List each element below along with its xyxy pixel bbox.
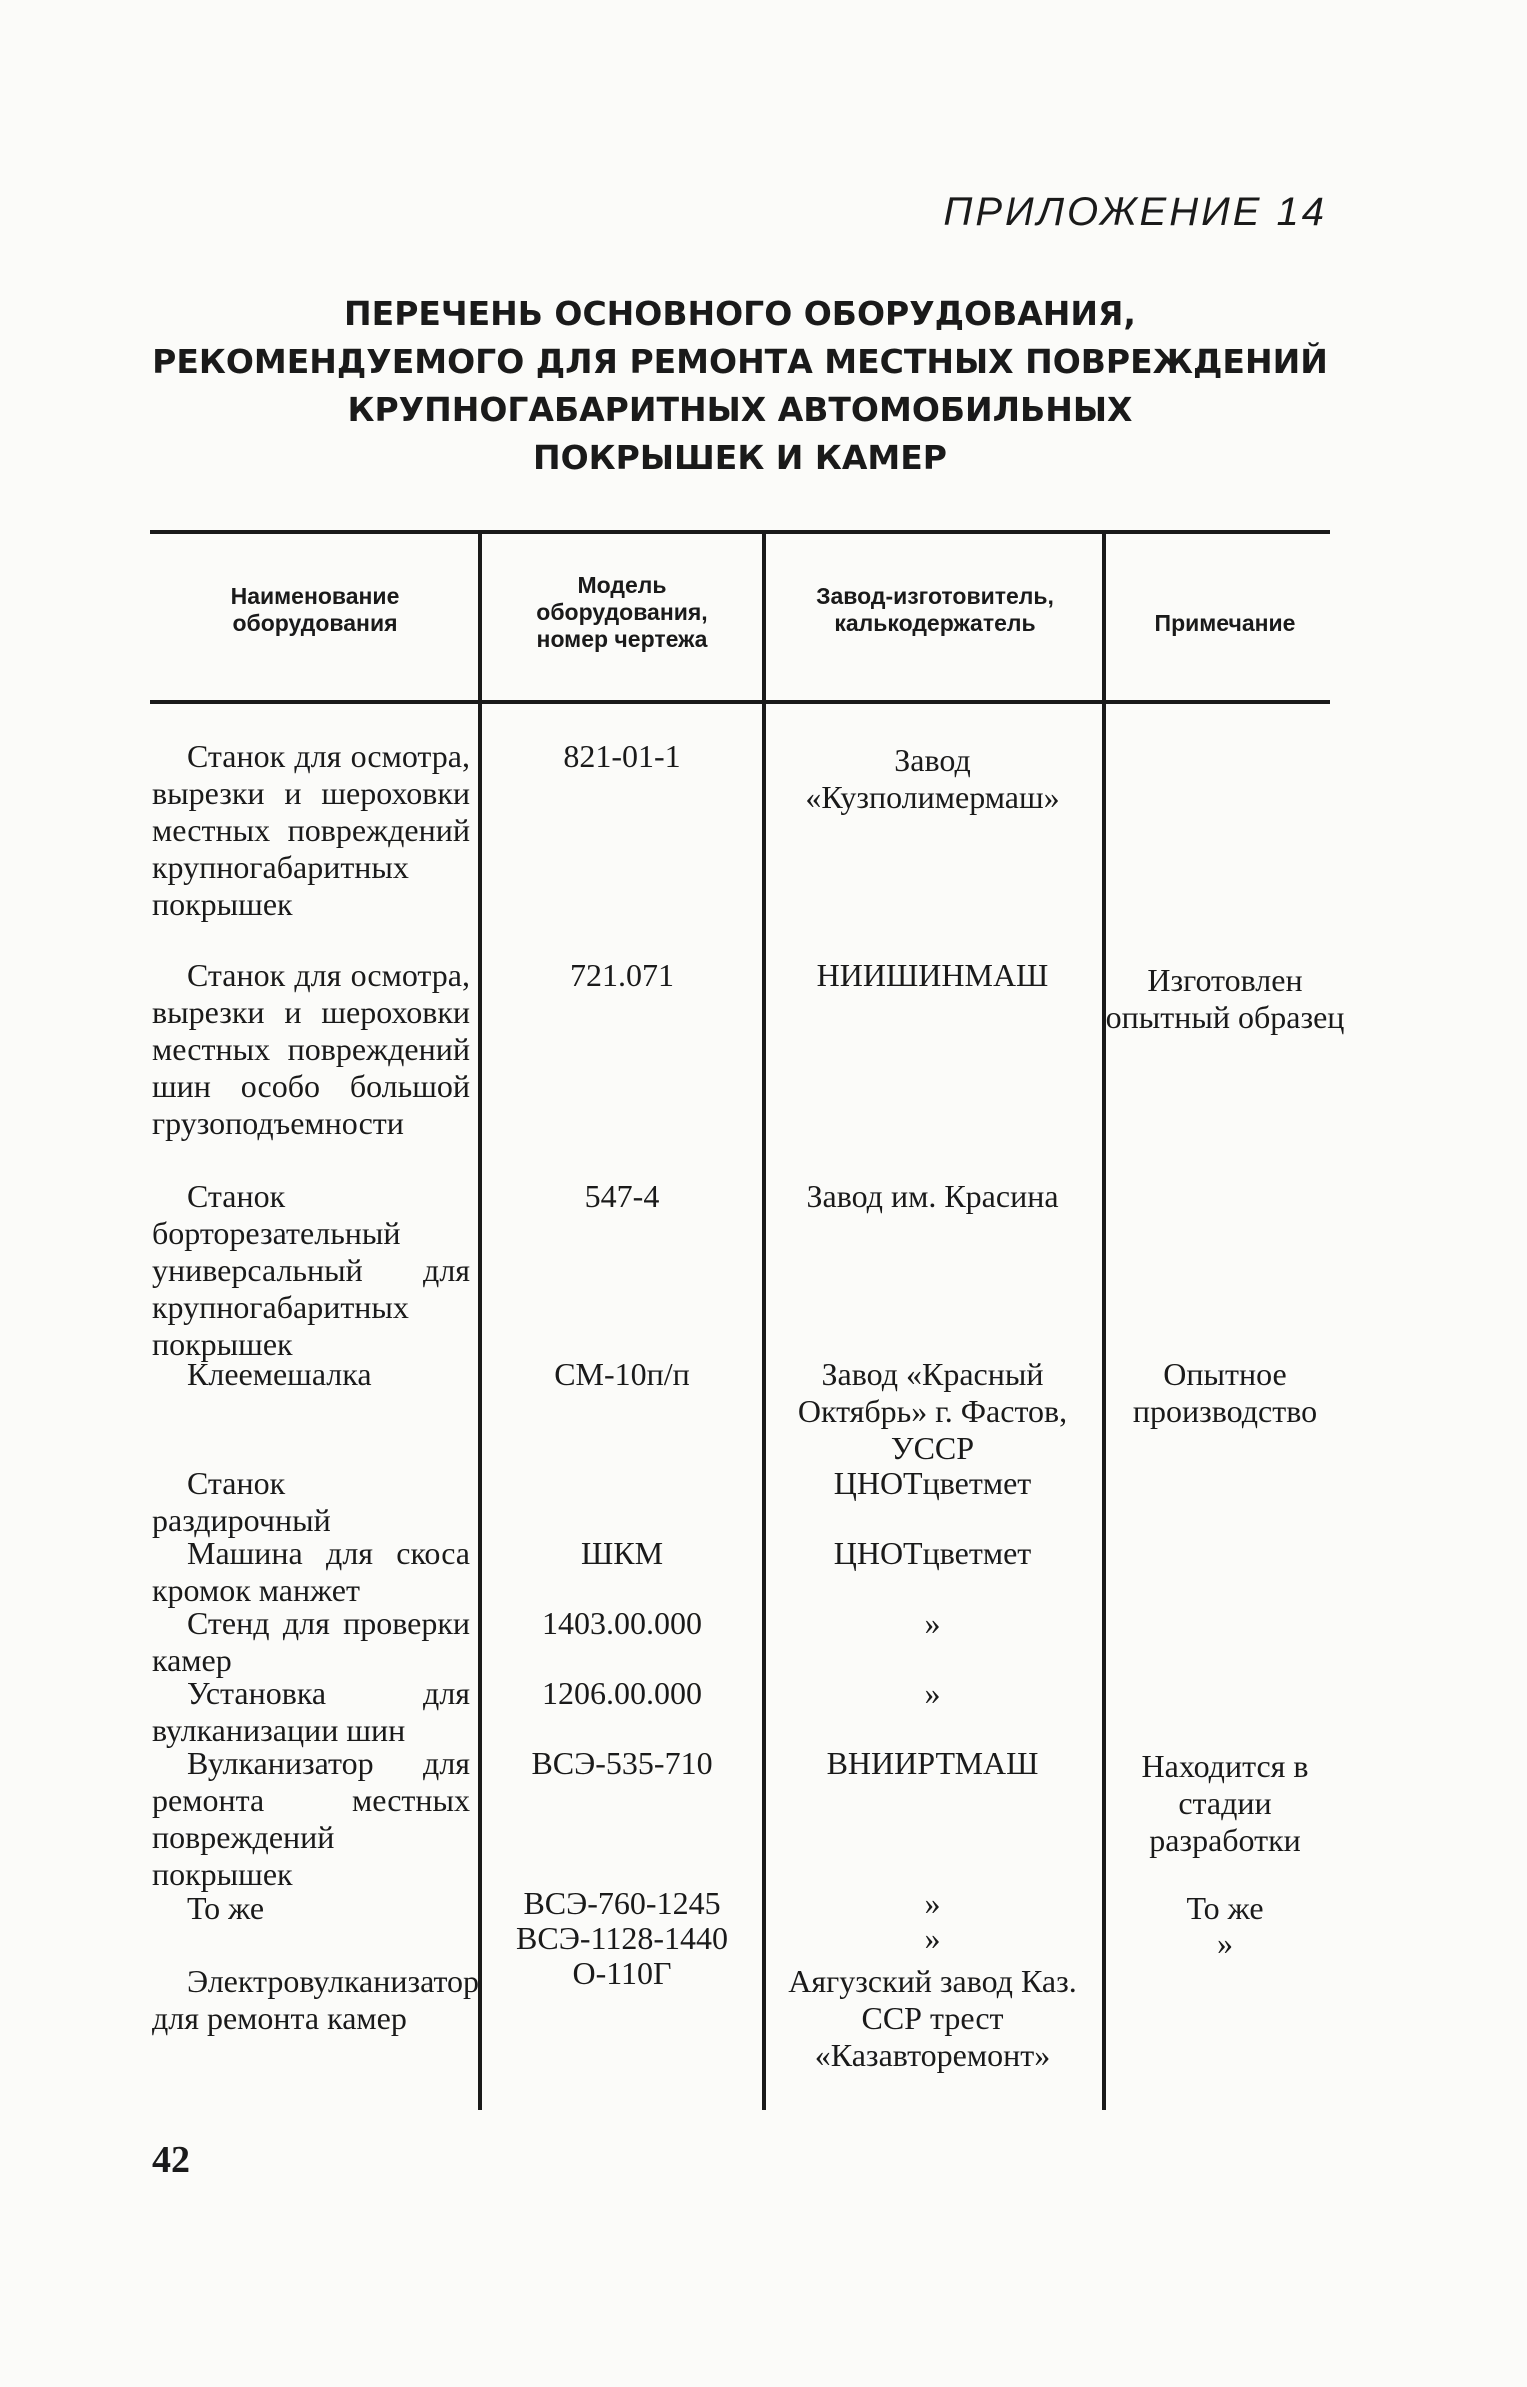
table-cell-maker: »	[924, 1675, 941, 1711]
table-top-rule	[150, 530, 1330, 534]
table-cell-model: 721.071	[570, 957, 674, 993]
title-line: ПЕРЕЧЕНЬ ОСНОВНОГО ОБОРУДОВАНИЯ,	[344, 294, 1136, 333]
page-title	[150, 290, 1330, 482]
header-note: Примечание	[1154, 610, 1296, 636]
table-cell-name: Установка для вулканизации шин	[152, 1675, 470, 1748]
table-cell-name: Станок для осмотра, вырезки и шероховки местных повреждений шин особо большой грузоподъемности	[152, 957, 470, 1141]
column-divider	[478, 530, 482, 2110]
table-cell-maker: Завод им. Красина	[806, 1178, 1059, 1214]
table-cell-name: Станок для осмотра, вырезки и шероховки местных повреждений крупногабаритных покрышек	[152, 738, 470, 922]
table-cell-model: 821-01-1	[563, 738, 681, 774]
table-cell-note: »	[1217, 1925, 1233, 1961]
table-cell-model: ШКМ	[580, 1535, 664, 1571]
table-cell-note: Изготовлен опытный образец	[1105, 962, 1345, 1035]
table-cell-name: Станок раздирочный	[152, 1465, 331, 1538]
table-cell-model: О-110Г	[572, 1955, 672, 1991]
table-cell-maker: Завод «Красный Октябрь» г. Фастов, УССР	[797, 1356, 1068, 1466]
table-cell-maker: ЦНОТцветмет	[833, 1465, 1032, 1501]
title-line: КРУПНОГАБАРИТНЫХ АВТОМОБИЛЬНЫХ	[347, 390, 1133, 429]
page-number: 42	[152, 2139, 190, 2181]
table-cell-name: Клеемешалка	[187, 1356, 372, 1392]
header-bottom-rule	[150, 700, 1330, 704]
table-cell-maker: Аягузский завод Каз. ССР трест «Казавторемонт»	[788, 1963, 1077, 2073]
table-cell-model: 1403.00.000	[542, 1605, 702, 1641]
title-line: РЕКОМЕНДУЕМОГО ДЛЯ РЕМОНТА МЕСТНЫХ ПОВРЕЖДЕНИЙ	[152, 342, 1328, 381]
header-name: Наименование оборудования	[230, 583, 400, 636]
table-cell-note: Опытное производство	[1132, 1356, 1318, 1429]
table-cell-maker: »	[924, 1920, 941, 1956]
header-maker: Завод-изготовитель, калькодержатель	[816, 583, 1054, 636]
table-cell-model: 547-4	[584, 1178, 660, 1214]
table-cell-name: Стенд для проверки камер	[152, 1605, 470, 1678]
table-cell-note: То же	[1186, 1890, 1264, 1926]
table-cell-maker: »	[924, 1885, 941, 1921]
table-cell-name: Машина для скоса кромок манжет	[152, 1535, 470, 1608]
table-cell-maker: »	[924, 1605, 941, 1641]
table-cell-name: То же	[187, 1890, 265, 1926]
table-cell-maker: ЦНОТцветмет	[833, 1535, 1032, 1571]
table-cell-maker: Завод «Кузполимермаш»	[805, 742, 1060, 815]
table-cell-maker: НИИШИНМАШ	[816, 957, 1049, 993]
table-cell-model: ВСЭ-760-1245	[523, 1885, 721, 1921]
column-divider	[1102, 530, 1106, 2110]
title-line: ПОКРЫШЕК И КАМЕР	[533, 438, 947, 477]
table-cell-note: Находится в стадии разработки	[1141, 1748, 1309, 1858]
header-model: Модель оборудования, номер чертежа	[536, 572, 708, 652]
table-cell-model: ВСЭ-1128-1440	[516, 1920, 728, 1956]
table-cell-name: Вулканизатор для ремонта местных повреждений покрышек	[152, 1745, 470, 1892]
table-cell-name: Станок борторезательный универсальный для крупногабаритных покрышек	[152, 1178, 470, 1362]
table-cell-name: Электровулканизатор для ремонта камер	[152, 1963, 480, 2036]
table-cell-model: СМ-10п/п	[554, 1356, 690, 1392]
table-cell-model: ВСЭ-535-710	[531, 1745, 713, 1781]
table-cell-maker: ВНИИРТМАШ	[826, 1745, 1039, 1781]
table-cell-model: 1206.00.000	[542, 1675, 702, 1711]
appendix-label: ПРИЛОЖЕНИЕ 14	[943, 190, 1327, 234]
